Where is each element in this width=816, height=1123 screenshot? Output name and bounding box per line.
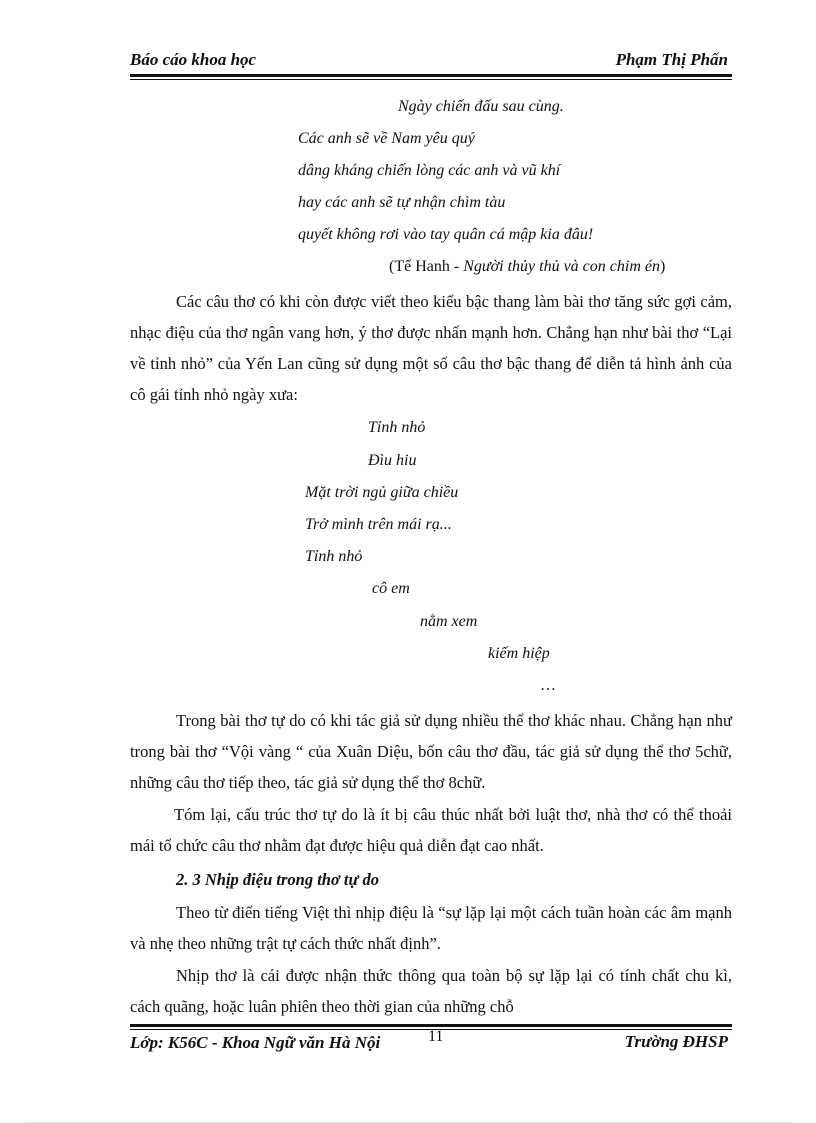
poem1-line: hay các anh sẽ tự nhận chìm tàu — [298, 194, 506, 211]
poem2-line: Tỉnh nhỏ — [368, 419, 426, 436]
paragraph-3: Tóm lại, cấu trúc thơ tự do là ít bị câu thúc nhất bởi luật thơ, nhà thơ có thể thoải mái tổ chức câu thơ nhằm đạt được hiệu quả diễn đạt cao nhất. — [130, 805, 732, 855]
poem2-line: cô em — [372, 580, 410, 597]
section-heading: 2. 3 Nhịp điệu trong thơ tự do — [176, 870, 380, 889]
poem1-line: quyết không rơi vào tay quân cá mập kia đâu! — [298, 226, 594, 243]
header-rule-thin — [130, 79, 732, 80]
paragraph-4: Theo từ điển tiếng Việt thì nhịp điệu là “sự lặp lại một cách tuần hoàn các âm mạnh và nhẹ theo những trật tự cách thức nhất định”. — [130, 903, 732, 953]
header-title: Báo cáo khoa học — [130, 50, 257, 69]
paragraph-1: Các câu thơ có khi còn được viết theo kiểu bậc thang làm bài thơ tăng sức gợi cảm, nhạc điệu của thơ ngân vang hơn, ý thơ được nhấn mạnh hơn. Chẳng hạn như bài thơ “Lại về tỉnh nhỏ” của Yến Lan cũng sử dụng một số câu thơ bậc thang để diễn tả hình ảnh của cô gái tỉnh nhỏ ngày xưa: — [130, 292, 732, 404]
paragraph-5: Nhịp thơ là cái được nhận thức thông qua toàn bộ sự lặp lại có tính chất chu kì, cách quãng, hoặc luân phiên theo thời gian của những chỗ — [130, 966, 732, 1016]
header-rule-thick — [130, 74, 732, 77]
poem2-line: kiếm hiệp — [488, 645, 550, 662]
poem2-line: nằm xem — [420, 613, 478, 630]
footer-class: Lớp: K56C - Khoa Ngữ văn Hà Nội — [130, 1033, 381, 1052]
citation-close: ) — [659, 258, 666, 275]
page-number: 11 — [428, 1028, 444, 1045]
paragraph-2: Trong bài thơ tự do có khi tác giả sử dụng nhiều thể thơ khác nhau. Chẳng hạn như trong bài thơ “Vội vàng “ của Xuân Diệu, bốn câu thơ đầu, tác giả sử dụng thể thơ 5chữ, những câu thơ tiếp theo, tác giả sử dụng thể thơ 8chữ. — [130, 711, 732, 792]
citation-author: (Tế Hanh - — [389, 258, 464, 275]
poem1-line: dâng kháng chiến lòng các anh và vũ khí — [298, 162, 561, 179]
poem1-citation — [389, 258, 665, 276]
footer-rule-thick — [130, 1024, 732, 1027]
poem2-ellipsis: … — [540, 677, 556, 694]
poem2-line: Tỉnh nhỏ — [305, 548, 363, 565]
poem2-line: Mặt trời ngủ giữa chiều — [305, 484, 459, 501]
header-author: Phạm Thị Phấn — [615, 50, 728, 69]
poem1-line: Ngày chiến đấu sau cùng. — [398, 98, 564, 115]
footer-school: Trường ĐHSP — [624, 1032, 728, 1051]
citation-title: Người thủy thủ và con chim én — [463, 258, 660, 275]
poem1-line: Các anh sẽ về Nam yêu quý — [298, 130, 475, 147]
poem2-line: Trở mình trên mái rạ... — [305, 516, 452, 533]
poem2-line: Đìu hiu — [368, 452, 417, 469]
